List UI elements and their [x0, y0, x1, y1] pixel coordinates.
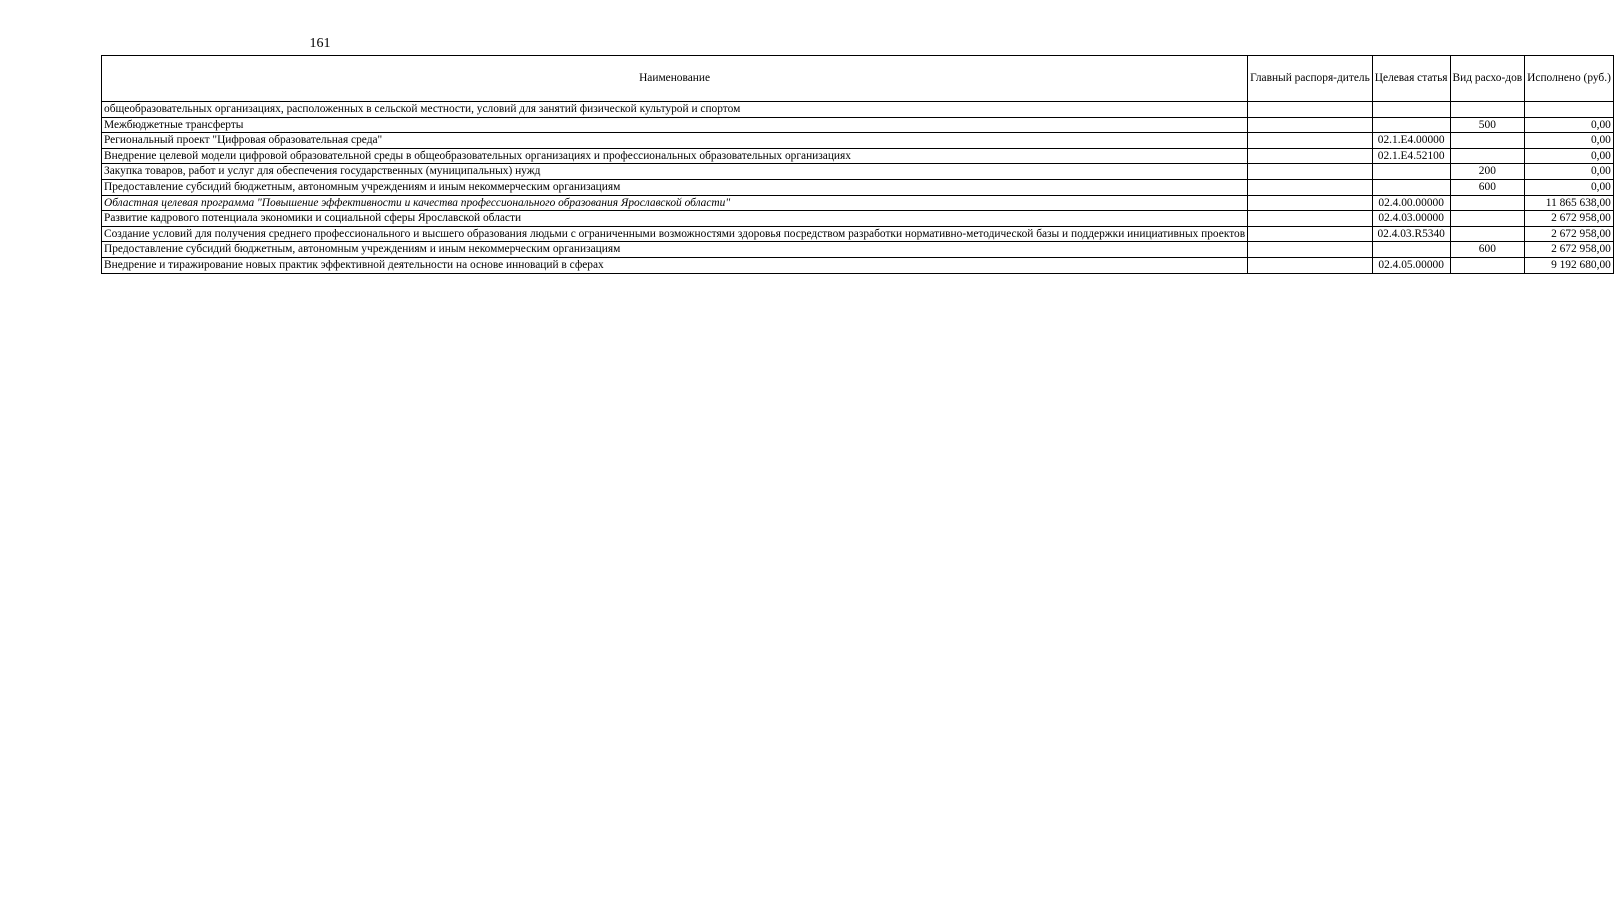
- table-row: [102, 148, 1614, 164]
- table-row: [102, 179, 1614, 195]
- cell-name: Внедрение целевой модели цифровой образовательной среды в общеобразовательных организациях и профессиональных образовательных организациях: [102, 148, 1248, 164]
- cell-executed: 0,00: [1525, 133, 1614, 149]
- header-target: Целевая статья: [1372, 56, 1450, 102]
- cell-type: [1450, 133, 1525, 149]
- cell-name: Развитие кадрового потенциала экономики и социальной сферы Ярославской области: [102, 211, 1248, 227]
- cell-type: 200: [1450, 164, 1525, 180]
- cell-manager: [1248, 257, 1373, 273]
- cell-executed: [1525, 102, 1614, 118]
- table-row: [102, 211, 1614, 227]
- table-row: [102, 164, 1614, 180]
- cell-type: [1450, 195, 1525, 211]
- cell-manager: [1248, 164, 1373, 180]
- cell-name: Внедрение и тиражирование новых практик эффективной деятельности на основе инноваций в сферах: [102, 257, 1248, 273]
- cell-executed: 2 672 958,00: [1525, 226, 1614, 242]
- cell-executed: 0,00: [1525, 179, 1614, 195]
- cell-target: 02.4.05.00000: [1372, 257, 1450, 273]
- cell-target: [1372, 117, 1450, 133]
- cell-manager: [1248, 179, 1373, 195]
- table-row: [102, 117, 1614, 133]
- header-type: Вид расхо-дов: [1450, 56, 1525, 102]
- cell-manager: [1248, 102, 1373, 118]
- cell-manager: [1248, 211, 1373, 227]
- cell-type: [1450, 257, 1525, 273]
- cell-name: общеобразовательных организациях, расположенных в сельской местности, условий для занятий физической культурой и спортом: [102, 102, 1248, 118]
- cell-type: [1450, 226, 1525, 242]
- cell-target: [1372, 102, 1450, 118]
- cell-executed: 2 672 958,00: [1525, 211, 1614, 227]
- cell-executed: 0,00: [1525, 117, 1614, 133]
- table-row: [102, 195, 1614, 211]
- header-name: Наименование: [102, 56, 1248, 102]
- table-row: [102, 257, 1614, 273]
- cell-type: 600: [1450, 179, 1525, 195]
- cell-manager: [1248, 133, 1373, 149]
- cell-target: [1372, 164, 1450, 180]
- cell-target: 02.1.E4.52100: [1372, 148, 1450, 164]
- cell-executed: 2 672 958,00: [1525, 242, 1614, 258]
- page-number: 161: [309, 36, 331, 51]
- cell-type: 600: [1450, 242, 1525, 258]
- table-header-row: [102, 56, 1614, 102]
- cell-name: Предоставление субсидий бюджетным, автономным учреждениям и иным некоммерческим организациям: [102, 242, 1248, 258]
- cell-type: [1450, 102, 1525, 118]
- cell-target: 02.4.00.00000: [1372, 195, 1450, 211]
- cell-executed: 9 192 680,00: [1525, 257, 1614, 273]
- cell-manager: [1248, 195, 1373, 211]
- cell-name: Межбюджетные трансферты: [102, 117, 1248, 133]
- cell-target: 02.4.03.R5340: [1372, 226, 1450, 242]
- cell-type: [1450, 211, 1525, 227]
- table-row: [102, 133, 1614, 149]
- table-body: [102, 102, 1614, 274]
- cell-target: 02.1.E4.00000: [1372, 133, 1450, 149]
- cell-target: 02.4.03.00000: [1372, 211, 1450, 227]
- cell-name: Областная целевая программа "Повышение эффективности и качества профессионального образования Ярославской области": [102, 195, 1248, 211]
- table-row: [102, 226, 1614, 242]
- cell-target: [1372, 179, 1450, 195]
- cell-manager: [1248, 226, 1373, 242]
- cell-name: Региональный проект "Цифровая образовательная среда": [102, 133, 1248, 149]
- cell-name: Закупка товаров, работ и услуг для обеспечения государственных (муниципальных) нужд: [102, 164, 1248, 180]
- cell-manager: [1248, 148, 1373, 164]
- cell-executed: 0,00: [1525, 148, 1614, 164]
- header-executed: Исполнено (руб.): [1525, 56, 1614, 102]
- header-manager: Главный распоря-дитель: [1248, 56, 1373, 102]
- cell-manager: [1248, 117, 1373, 133]
- cell-executed: 11 865 638,00: [1525, 195, 1614, 211]
- cell-target: [1372, 242, 1450, 258]
- cell-name: Создание условий для получения среднего профессионального и высшего образования людьми с ограниченными возможностями здоровья посредством разработки нормативно-методической базы и поддержки инициативных проектов: [102, 226, 1248, 242]
- cell-type: 500: [1450, 117, 1525, 133]
- table-row: [102, 242, 1614, 258]
- budget-table: [101, 55, 1614, 274]
- cell-type: [1450, 148, 1525, 164]
- cell-name: Предоставление субсидий бюджетным, автономным учреждениям и иным некоммерческим организациям: [102, 179, 1248, 195]
- cell-executed: 0,00: [1525, 164, 1614, 180]
- table-row: [102, 102, 1614, 118]
- cell-manager: [1248, 242, 1373, 258]
